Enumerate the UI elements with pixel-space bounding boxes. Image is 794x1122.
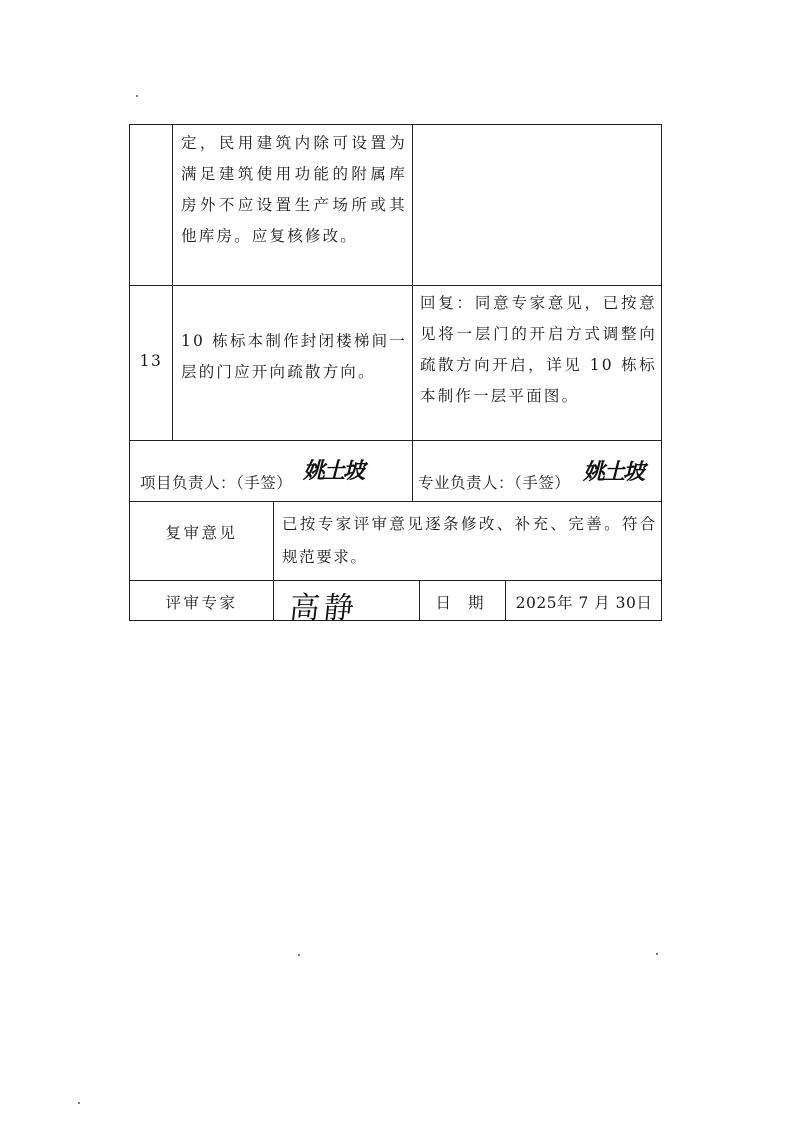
column-divider — [412, 440, 413, 501]
column-divider — [172, 124, 173, 440]
project-leader-signature: 姚土坡 — [303, 458, 364, 484]
row-number: 13 — [139, 352, 163, 370]
discipline-leader-signature: 姚土坡 — [583, 459, 644, 485]
recheck-label: 复审意见 — [165, 524, 238, 542]
column-divider — [412, 124, 413, 440]
row-divider — [129, 580, 662, 581]
row-opinion-text: 定，民用建筑内除可设置为满足建筑使用功能的附属库房外不应设置生产场所或其他库房。应复核修改。 — [181, 134, 407, 245]
column-divider — [273, 501, 274, 621]
row-opinion-text: 10 栋标本制作封闭楼梯间一层的门应开向疏散方向。 — [181, 332, 407, 381]
row-divider — [129, 501, 662, 502]
expert-signature: 高静 — [287, 591, 360, 626]
expert-label: 评审专家 — [165, 594, 238, 612]
date-label: 日 期 — [435, 594, 490, 612]
scan-speck — [656, 953, 658, 955]
scan-speck — [298, 954, 300, 956]
scan-speck — [78, 1102, 80, 1104]
recheck-content: 已按专家评审意见逐条修改、补充、完善。符合规范要求。 — [282, 515, 657, 566]
scan-speck — [136, 95, 138, 97]
row-reply-text: 回复：同意专家意见，已按意见将一层门的开启方式调整向疏散方向开启，详见 10 栋标本制作一层平面图。 — [420, 294, 657, 405]
row-divider — [129, 440, 662, 441]
date-value: 2025年 7 月 30日 — [515, 594, 653, 612]
project-leader-label: 项目负责人：（手签） — [140, 474, 293, 492]
row-divider — [129, 285, 662, 286]
discipline-leader-label: 专业负责人：（手签） — [418, 474, 571, 492]
